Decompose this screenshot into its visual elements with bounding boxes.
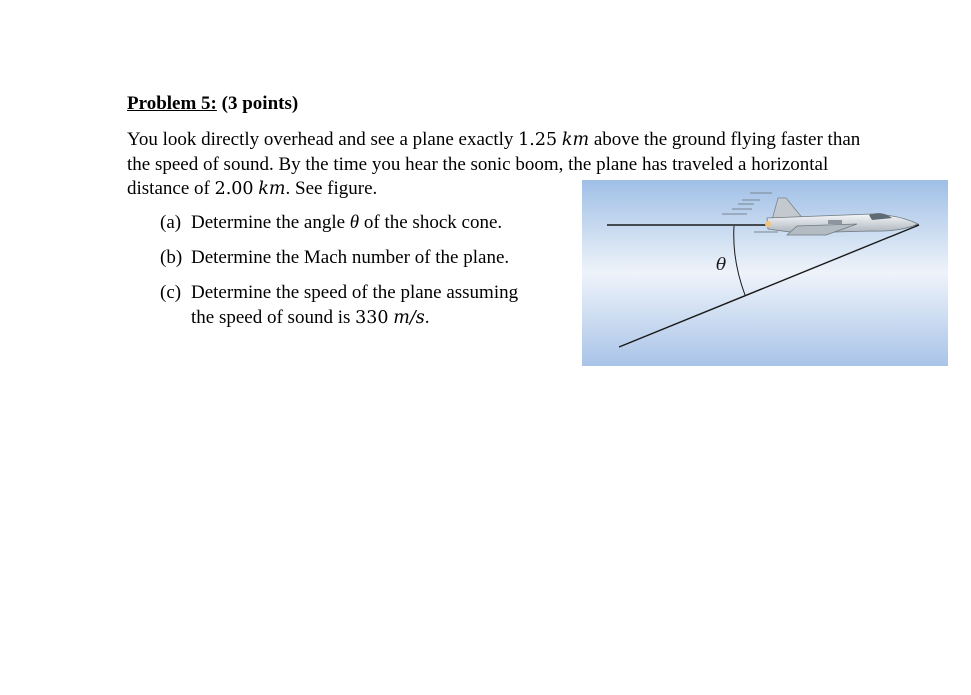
part-c-continuation	[160, 306, 518, 331]
part-c-marker: (c)	[160, 282, 182, 303]
part-a	[160, 211, 502, 236]
part-c	[160, 281, 518, 330]
statement-line-1	[127, 128, 860, 153]
part-c-text: .	[424, 306, 430, 328]
part-b-text: Determine the Mach number of the plane.	[191, 247, 510, 268]
height-unit: km	[561, 130, 590, 150]
figure-canvas	[582, 180, 948, 366]
part-b-marker: (b)	[160, 247, 183, 268]
part-c-text: the speed of sound is	[191, 306, 356, 328]
sky-background	[582, 180, 948, 366]
speed-unit: m/s	[393, 307, 425, 328]
problem-heading	[127, 93, 298, 115]
height-value: 1.25	[518, 130, 558, 150]
distance-unit: km	[258, 179, 286, 199]
statement-line-2: the speed of sound. By the time you hear the sonic boom, the plane has traveled a horizontal	[127, 153, 829, 175]
statement-text: above the ground flying faster than	[589, 129, 861, 150]
statement-text: . See figure.	[285, 178, 378, 199]
part-a-marker: (a)	[160, 212, 182, 233]
angle-label: θ	[716, 255, 727, 275]
part-c-text: Determine the speed of the plane assuming	[191, 282, 519, 303]
statement-text: You look directly overhead and see a plane exactly	[127, 129, 519, 150]
problem-number: Problem 5:	[127, 93, 217, 114]
statement-text: distance of	[127, 178, 215, 199]
distance-value: 2.00	[214, 179, 254, 199]
part-a-text: of the shock cone.	[359, 212, 503, 233]
part-a-text: Determine the angle	[191, 212, 350, 233]
speed-value: 330	[355, 307, 389, 328]
theta-symbol: θ	[349, 212, 360, 233]
part-b	[160, 246, 509, 271]
problem-points: (3 points)	[221, 93, 299, 114]
shock-cone-figure	[582, 180, 948, 366]
